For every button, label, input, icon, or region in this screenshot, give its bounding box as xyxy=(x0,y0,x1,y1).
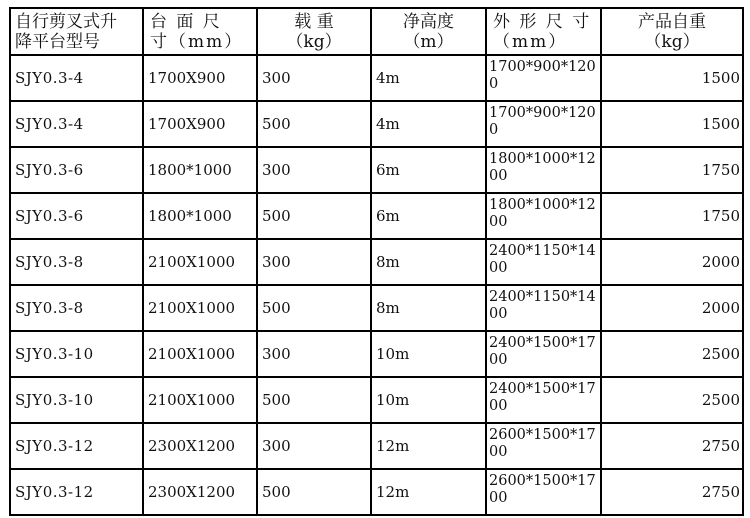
cell-height: 6m xyxy=(371,193,486,239)
cell-outer-size: 2600*1500*1700 xyxy=(486,423,601,469)
cell-weight: 1500 xyxy=(601,55,743,101)
table-row xyxy=(10,55,743,101)
cell-load: 500 xyxy=(257,101,371,147)
header-load-line2: （kg） xyxy=(286,31,342,52)
cell-load: 300 xyxy=(257,147,371,193)
cell-weight: 2000 xyxy=(601,239,743,285)
cell-platform-size: 2100X1000 xyxy=(143,239,257,285)
cell-platform-size: 2100X1000 xyxy=(143,377,257,423)
cell-model: SJY0.3-8 xyxy=(10,239,143,285)
header-weight-line2: （kg） xyxy=(644,31,700,52)
cell-platform-size: 2100X1000 xyxy=(143,285,257,331)
header-height-line1: 净高度 xyxy=(403,11,454,32)
cell-outer-size: 1800*1000*1200 xyxy=(486,193,601,239)
cell-weight: 2000 xyxy=(601,285,743,331)
cell-height: 6m xyxy=(371,147,486,193)
cell-model: SJY0.3-6 xyxy=(10,193,143,239)
cell-height: 8m xyxy=(371,239,486,285)
cell-outer-size: 2400*1500*1700 xyxy=(486,331,601,377)
header-platform-line2: 寸（mm） xyxy=(150,31,244,52)
header-platform-size xyxy=(143,8,257,55)
header-outer-line2: （mm） xyxy=(493,31,568,52)
cell-weight: 2750 xyxy=(601,423,743,469)
cell-outer-size: 1700*900*1200 xyxy=(486,55,601,101)
cell-height: 4m xyxy=(371,55,486,101)
table-row xyxy=(10,423,743,469)
header-height-line2: （m） xyxy=(403,31,454,52)
cell-height: 12m xyxy=(371,423,486,469)
cell-outer-size: 2400*1150*1400 xyxy=(486,239,601,285)
table-row xyxy=(10,469,743,515)
header-weight-line1: 产品自重 xyxy=(638,11,706,32)
cell-outer-size: 2600*1500*1700 xyxy=(486,469,601,515)
table-row xyxy=(10,193,743,239)
cell-outer-size: 2400*1500*1700 xyxy=(486,377,601,423)
header-row xyxy=(10,8,743,55)
table-header xyxy=(10,8,743,55)
cell-platform-size: 1800*1000 xyxy=(143,147,257,193)
cell-outer-size: 2400*1150*1400 xyxy=(486,285,601,331)
cell-weight: 1750 xyxy=(601,193,743,239)
cell-height: 8m xyxy=(371,285,486,331)
cell-load: 500 xyxy=(257,193,371,239)
spec-table xyxy=(9,7,744,516)
cell-load: 300 xyxy=(257,423,371,469)
header-load xyxy=(257,8,371,55)
cell-load: 500 xyxy=(257,377,371,423)
cell-model: SJY0.3-6 xyxy=(10,147,143,193)
cell-outer-size: 1800*1000*1200 xyxy=(486,147,601,193)
cell-platform-size: 2300X1200 xyxy=(143,469,257,515)
cell-weight: 1750 xyxy=(601,147,743,193)
cell-model: SJY0.3-4 xyxy=(10,101,143,147)
cell-height: 10m xyxy=(371,331,486,377)
header-outer-size xyxy=(486,8,601,55)
header-model xyxy=(10,8,143,55)
cell-model: SJY0.3-10 xyxy=(10,377,143,423)
cell-height: 4m xyxy=(371,101,486,147)
cell-load: 300 xyxy=(257,331,371,377)
cell-model: SJY0.3-12 xyxy=(10,423,143,469)
table-row xyxy=(10,331,743,377)
table-row xyxy=(10,285,743,331)
cell-load: 300 xyxy=(257,55,371,101)
cell-platform-size: 2300X1200 xyxy=(143,423,257,469)
header-model-line2: 降平台型号 xyxy=(15,31,100,52)
table-row xyxy=(10,147,743,193)
cell-load: 300 xyxy=(257,239,371,285)
header-height xyxy=(371,8,486,55)
table-row xyxy=(10,377,743,423)
cell-height: 10m xyxy=(371,377,486,423)
cell-platform-size: 1700X900 xyxy=(143,55,257,101)
cell-model: SJY0.3-4 xyxy=(10,55,143,101)
cell-weight: 2750 xyxy=(601,469,743,515)
cell-height: 12m xyxy=(371,469,486,515)
table-row xyxy=(10,239,743,285)
cell-model: SJY0.3-10 xyxy=(10,331,143,377)
table-row xyxy=(10,101,743,147)
header-platform-line1: 台 面 尺 xyxy=(150,11,222,32)
cell-model: SJY0.3-8 xyxy=(10,285,143,331)
header-model-line1: 自行剪叉式升 xyxy=(15,11,117,32)
cell-platform-size: 1700X900 xyxy=(143,101,257,147)
header-outer-line1: 外 形 尺 寸 xyxy=(493,11,592,32)
cell-weight: 2500 xyxy=(601,331,743,377)
header-load-line1: 载 重 xyxy=(294,11,334,32)
table-body xyxy=(10,55,743,515)
cell-load: 500 xyxy=(257,285,371,331)
cell-platform-size: 2100X1000 xyxy=(143,331,257,377)
cell-outer-size: 1700*900*1200 xyxy=(486,101,601,147)
cell-platform-size: 1800*1000 xyxy=(143,193,257,239)
cell-model: SJY0.3-12 xyxy=(10,469,143,515)
header-weight xyxy=(601,8,743,55)
cell-weight: 2500 xyxy=(601,377,743,423)
cell-weight: 1500 xyxy=(601,101,743,147)
cell-load: 500 xyxy=(257,469,371,515)
